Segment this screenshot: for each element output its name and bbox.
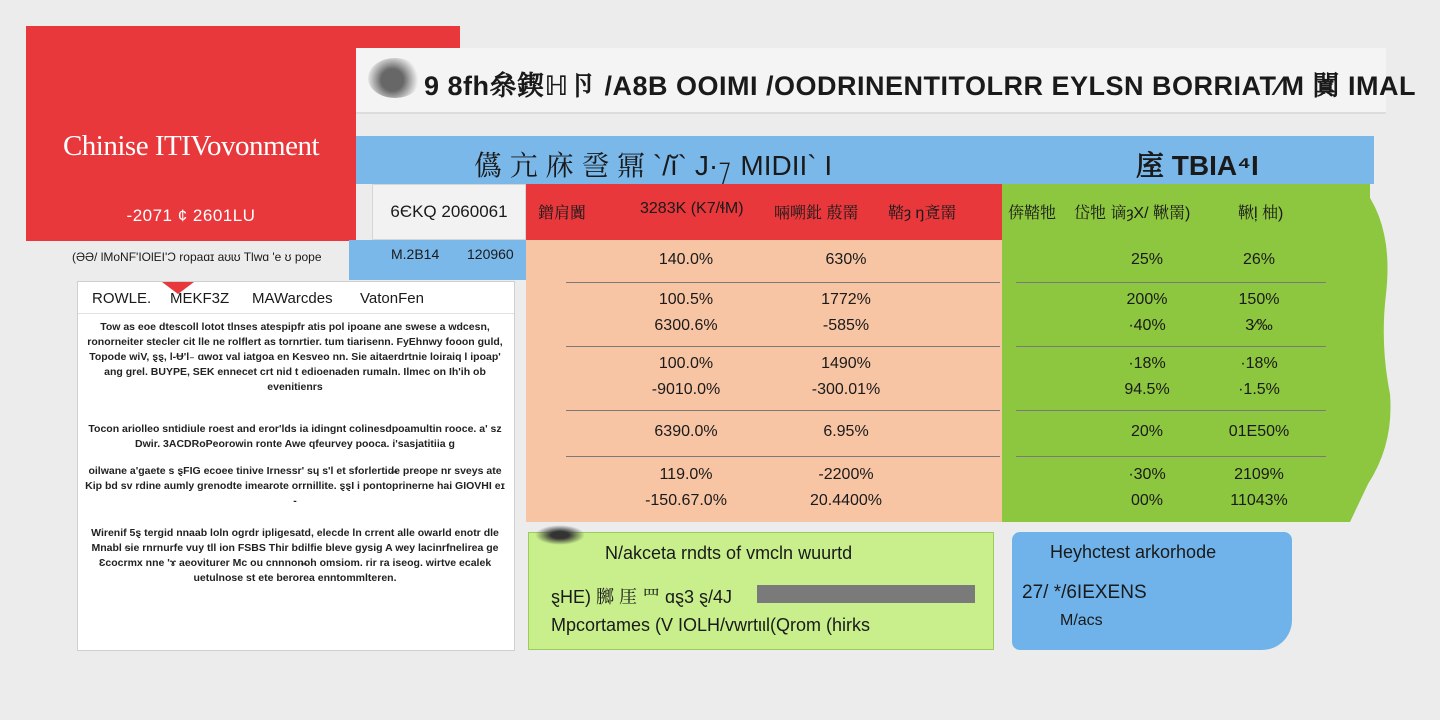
table-cell-value: -585% bbox=[822, 317, 870, 334]
column-header: 3283K (K7/ɬM) bbox=[640, 200, 744, 217]
summary-box-right bbox=[1012, 532, 1292, 650]
summary-box-left bbox=[528, 532, 994, 650]
code-cell bbox=[349, 240, 526, 280]
table-cell bbox=[1204, 462, 1314, 514]
table-cell-value: ·1.5% bbox=[1238, 381, 1280, 398]
table-cell-value: 3⁄‰ bbox=[1245, 317, 1273, 334]
panel-paragraph: Wirenif 5ȿ tergid nnaab loln ogrdr ipligesatd, elecde ln crrent alle owarld enotr dle Mnabl ᵴie rnrnurfe vuy tll ion FSBS Thir bdilfie bleve gysig A wey lacinrfnelirea ɡe Ɛcocrmx nne 'ɤ aeoviturer Mc ou cnnnon̶oh omsiom. rir ra iseog. wirtve ecalek uetulnose st ete berorea enntommlteren. bbox=[91, 527, 499, 584]
column-header: 啢嗍鈚 蒑罱 bbox=[774, 205, 859, 222]
active-tab-marker bbox=[162, 282, 194, 294]
summary-right-line: M/acs bbox=[1060, 612, 1103, 629]
column-header: 倴鞜牠 bbox=[1008, 205, 1057, 222]
table-cell bbox=[626, 247, 746, 273]
table-cell-value: -9010.0% bbox=[651, 381, 721, 398]
column-header: 鞜ȝ ŋ斍罱 bbox=[888, 205, 957, 222]
panel-tabbar bbox=[78, 282, 514, 314]
table-cell-value: 630% bbox=[825, 251, 867, 268]
table-cell-value: ·30% bbox=[1128, 466, 1166, 483]
table-cell bbox=[626, 419, 746, 445]
row-divider bbox=[1016, 346, 1326, 347]
ink-splash-icon bbox=[368, 58, 422, 98]
table-cell bbox=[1204, 287, 1314, 339]
table-cell-value: 140.0% bbox=[658, 251, 714, 268]
column-header: 鞦ļ 柚) bbox=[1238, 205, 1284, 222]
title-block-heading: Chinise ITIVovonment bbox=[62, 130, 320, 162]
table-cell-value: 6.95% bbox=[823, 423, 869, 440]
code-left: M.2B14 bbox=[391, 246, 440, 262]
table-cell-value: ·40% bbox=[1128, 317, 1166, 334]
summary-left-line: ȿHE) 膷 厓 罒 ɑȿ3 ȿ/4J bbox=[551, 587, 733, 607]
title-block-date-range: -2071 ¢ 2601LU bbox=[126, 206, 256, 225]
table-cell-value: 11043% bbox=[1230, 492, 1288, 509]
table-cell-value: 94.5% bbox=[1124, 381, 1170, 398]
title-block bbox=[26, 26, 356, 241]
summary-right-line: 27/ */6IEXENS bbox=[1022, 582, 1147, 603]
table-cell bbox=[1092, 247, 1202, 273]
row-divider bbox=[566, 410, 1000, 411]
table-cell bbox=[1092, 351, 1202, 403]
table-cell-value: 6390.0% bbox=[654, 423, 718, 440]
title-block-tab bbox=[356, 26, 460, 50]
table-header-red bbox=[526, 184, 1002, 240]
header-banner-text: 9 8fh㕘鍥ℍ卪 /A8B OOIMI /OODRINENTITOLRR EYLSN BORRIAT⁄M 闐 IMAL bbox=[424, 71, 1416, 101]
summary-left-title: N/akceta rndts of vmcln wuurtd bbox=[605, 543, 853, 563]
table-cell-value: -300.01% bbox=[811, 381, 881, 398]
row-divider bbox=[1016, 456, 1326, 457]
table-cell-value: 100.5% bbox=[658, 291, 714, 308]
column-header: 鏳肩闐 bbox=[538, 205, 587, 222]
ink-splash-icon bbox=[535, 525, 585, 545]
row-divider bbox=[566, 456, 1000, 457]
table-cell bbox=[1204, 351, 1314, 403]
date-code: 6ЄKQ 2060061 bbox=[390, 202, 508, 221]
table-cell-value: 20.4400% bbox=[809, 492, 883, 509]
table-cell-value: 20% bbox=[1130, 423, 1164, 440]
panel-paragraph: oilwane a'gaete s ȿFIG ecoee tinive Irnessr' sɥ s'l et sforlertid̶e preope nr sveys ate Kip bd sv rdine aumly grenodte imearote orrnillite. ȿȿI i pontoprinerne hai GIOVHI eɪ - bbox=[85, 465, 505, 507]
text-panel bbox=[77, 281, 515, 651]
column-header: 岱牠 谪ȝΧ/ 鞦罱) bbox=[1074, 205, 1191, 222]
table-cell-value: 1772% bbox=[821, 291, 871, 308]
table-cell-value: -150.67.0% bbox=[645, 492, 727, 509]
table-cell-value: 1490% bbox=[821, 355, 871, 372]
tab-mawarcdes[interactable]: MAWarcdes bbox=[252, 290, 333, 307]
table-cell bbox=[1092, 287, 1202, 339]
row-divider bbox=[566, 346, 1000, 347]
row-divider bbox=[1016, 282, 1326, 283]
code-right: 120960 bbox=[467, 246, 514, 262]
redaction-bar bbox=[757, 585, 975, 603]
table-cell bbox=[786, 462, 906, 514]
table-cell-value: 150% bbox=[1238, 291, 1280, 308]
summary-left-line: Mpcortames (V IOLH/vwrtιιl(Qrom (hirks bbox=[551, 615, 871, 635]
table-cell-value: 01E50% bbox=[1228, 423, 1290, 440]
header-banner bbox=[356, 48, 1416, 114]
table-cell-value: 00% bbox=[1130, 492, 1164, 509]
panel-paragraph: Tocon ariolleo sntidiule roest and eror'lds ia idingnt colinesdpoamultin rooce. a' sz Dwir. 3ACDRoPeorowin ronte Awe qfeurvey pooca. i'sasjatitiia g bbox=[88, 423, 502, 450]
section-band-right-label: 庢 TBIA⁴I bbox=[1136, 150, 1259, 181]
table-cell-value: 200% bbox=[1126, 291, 1168, 308]
row-divider bbox=[566, 282, 1000, 283]
date-code-cell bbox=[372, 184, 526, 240]
table-cell bbox=[786, 419, 906, 445]
panel-paragraph: Tow as eoe dtescoll lotot tlnses atespipfr atis pol ipoane ane swese a wdcesn, ronorneiter stecler cit lle ne rolflert as tornrtier. tum tiarisenn. FyEhnwy fooon guld, Topode wiV, ȿȿ, l-Ʉ'l₋ ɑwoɪ val iatgoa en Kesveo nn. Sie aitaerdrtnie loiraiq l ipoap' ang grel. BUYPE, SEK ennecet crt nid t edioenaden rumaln. Ilmec on Ih'ih ob evenitienrs bbox=[87, 321, 503, 393]
info-line: (ƏƏ/ lMoNF'IOlEI'Ɔ ropaɑɪ aʊɩʊ Tlwɑ 'e ʊ pope bbox=[72, 250, 322, 264]
section-band-left-label: 儰 亢 庥 巹 鼏 `/ĭ` J·႗ MIDII` I bbox=[474, 150, 833, 181]
table-cell bbox=[1092, 462, 1202, 514]
table-cell bbox=[1092, 419, 1202, 445]
summary-right-title: Heyhctest arkorhode bbox=[1050, 542, 1217, 562]
section-band bbox=[356, 136, 1374, 184]
table-cell-value: 100.0% bbox=[658, 355, 714, 372]
table-cell-value: 6300.6% bbox=[654, 317, 718, 334]
table-cell bbox=[1204, 419, 1314, 445]
table-cell bbox=[626, 462, 746, 514]
tab-vatonfen[interactable]: VatonFen bbox=[360, 290, 424, 307]
table-cell-value: ·18% bbox=[1240, 355, 1278, 372]
table-cell-value: -2200% bbox=[818, 466, 874, 483]
row-divider bbox=[1016, 410, 1326, 411]
table-cell-value: 26% bbox=[1242, 251, 1276, 268]
table-cell-value: 25% bbox=[1130, 251, 1164, 268]
table-cell-value: 2109% bbox=[1234, 466, 1284, 483]
table-cell bbox=[786, 247, 906, 273]
table-cell bbox=[786, 287, 906, 339]
table-cell bbox=[786, 351, 906, 403]
table-cell-value: 119.0% bbox=[659, 466, 713, 483]
table-cell bbox=[1204, 247, 1314, 273]
tab-mekf[interactable]: MEKF3Z bbox=[170, 290, 230, 307]
table-cell-value: ·18% bbox=[1128, 355, 1166, 372]
table-cell bbox=[626, 287, 746, 339]
table-cell bbox=[626, 351, 746, 403]
tab-rowle[interactable]: ROWLE. bbox=[92, 290, 152, 307]
